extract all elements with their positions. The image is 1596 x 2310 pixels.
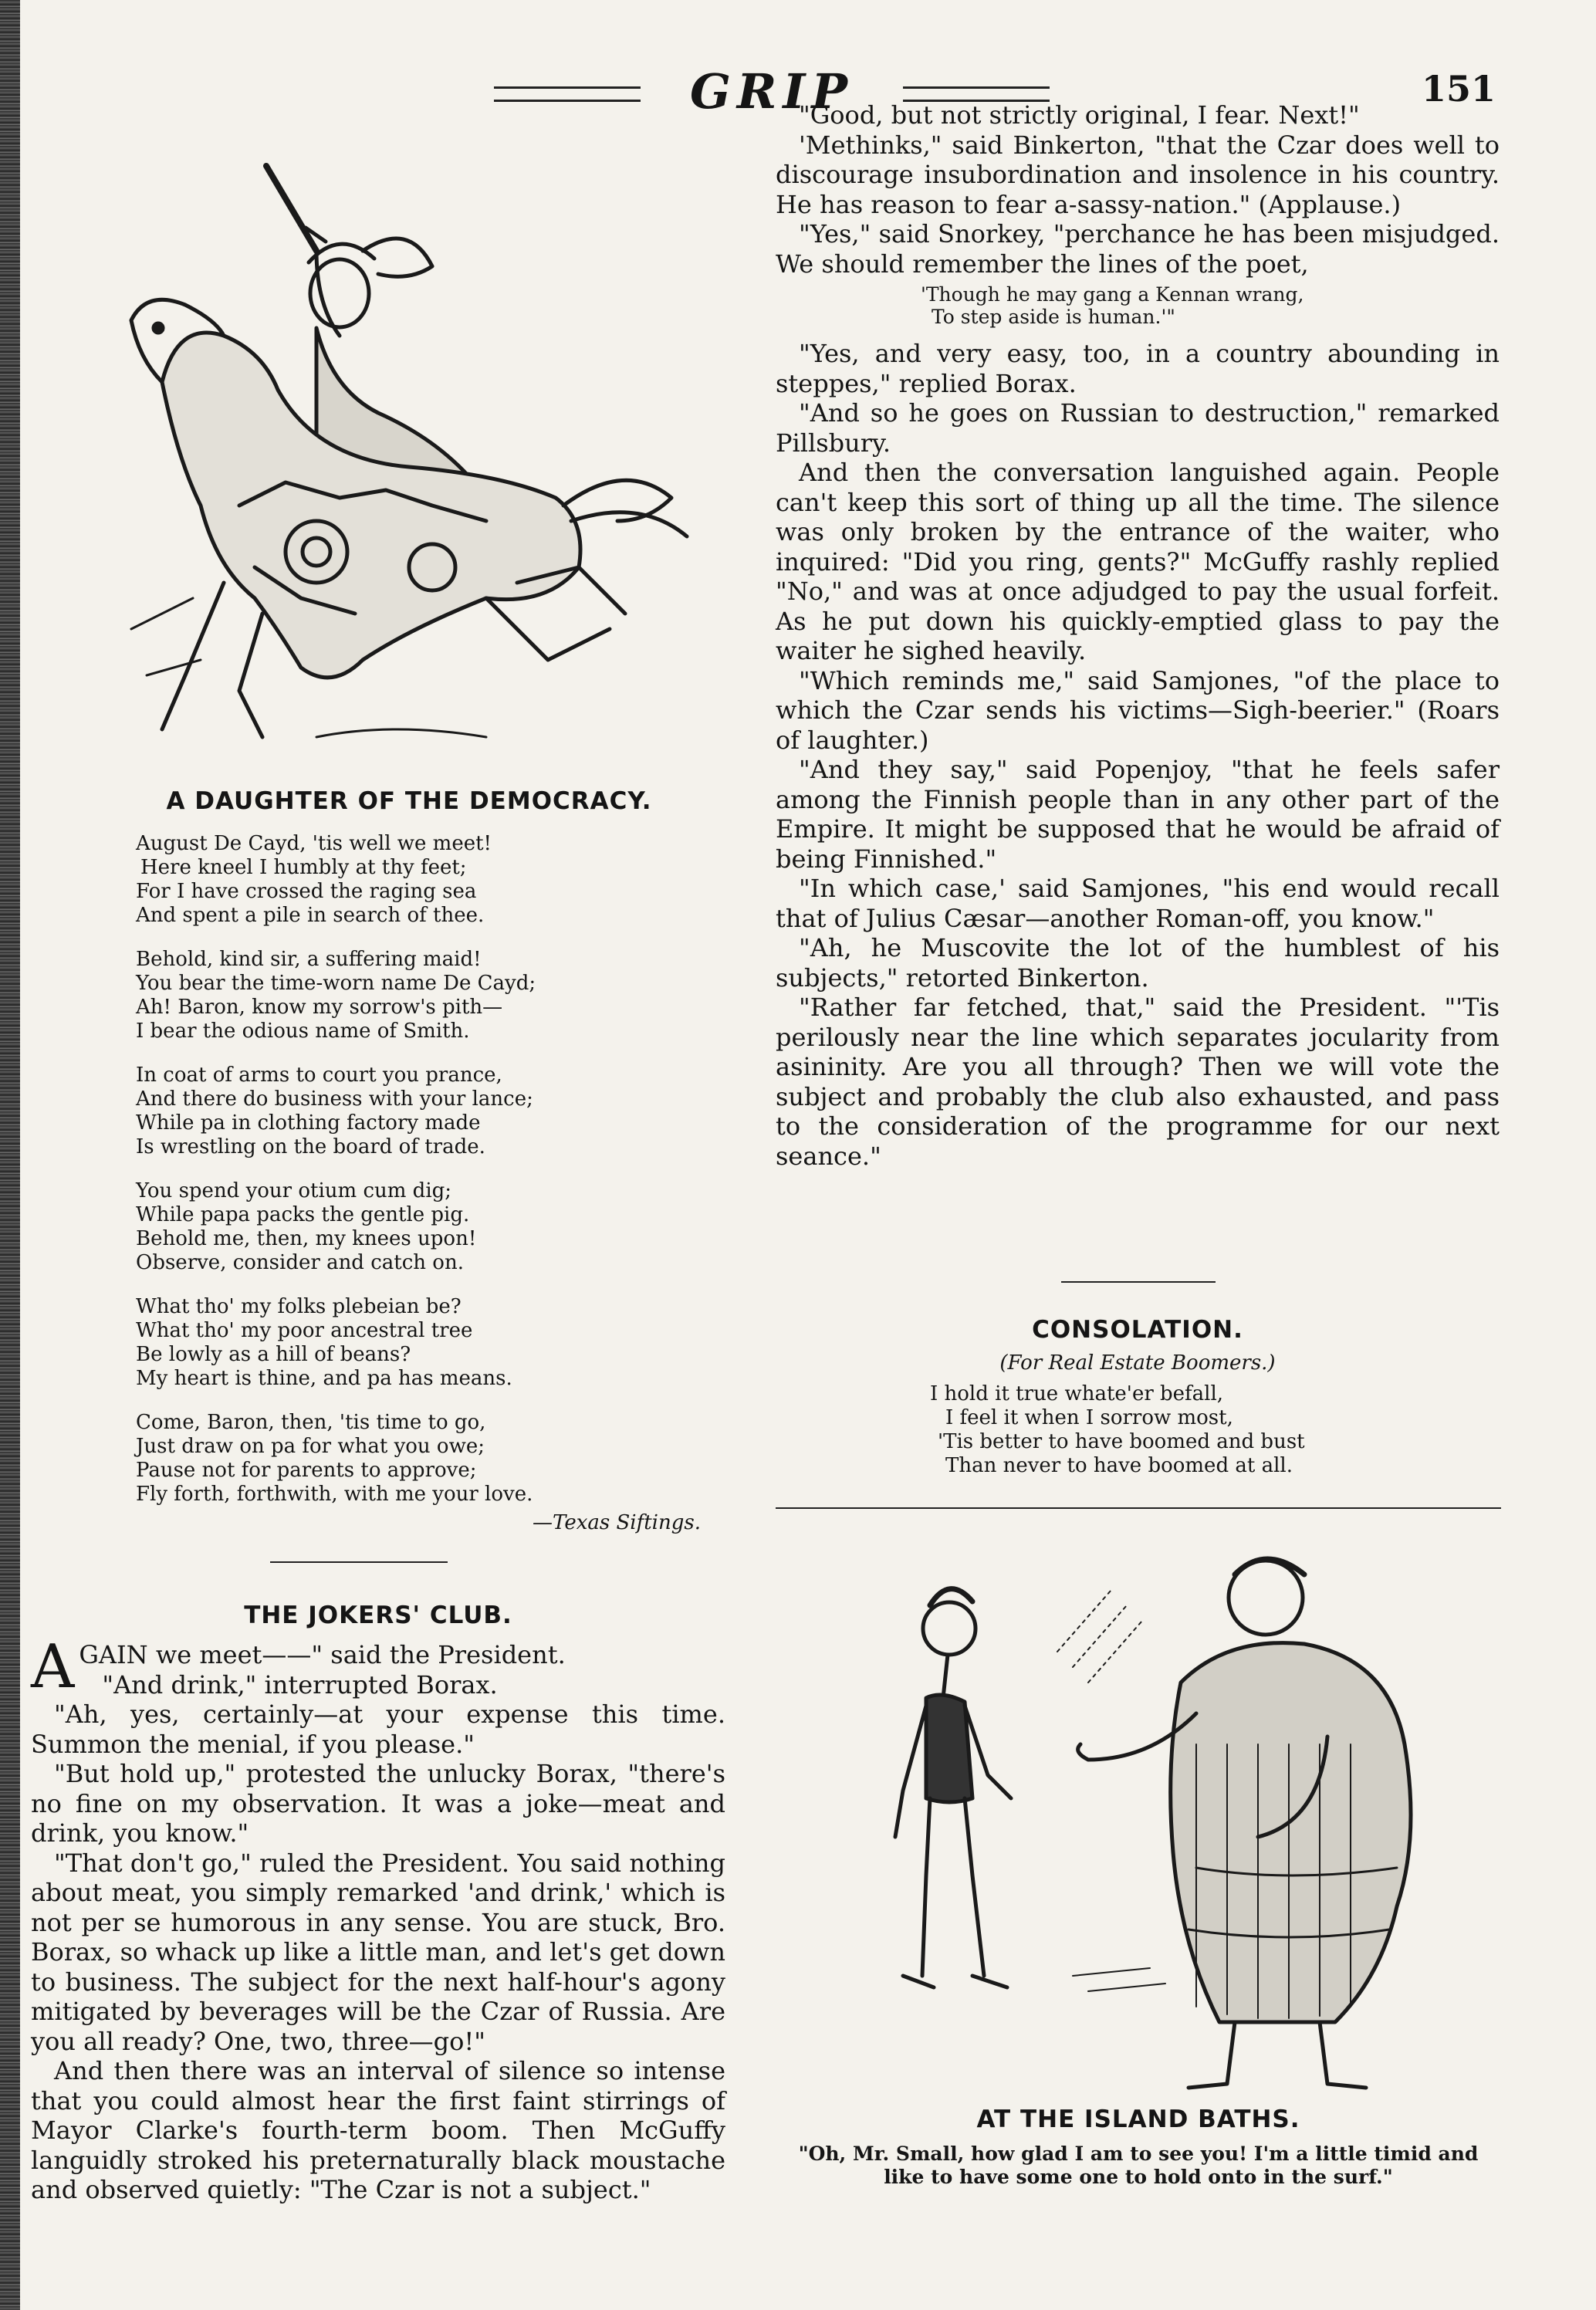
poem-line: I hold it true whate'er befall, <box>930 1382 1224 1405</box>
paragraph: "In which case,' said Samjones, "his end would recall that of Julius Cæsar—another Roman-off, you know." <box>776 874 1500 933</box>
consolation-subtitle: (For Real Estate Boomers.) <box>999 1351 1276 1375</box>
jokers-club-title-wrap <box>31 1601 725 1629</box>
consolation-poem <box>776 1382 1500 1478</box>
section-divider <box>270 1561 448 1563</box>
poem-line: I feel it when I sorrow most, <box>945 1406 1233 1429</box>
poem-line: What tho' my folks plebeian be? <box>136 1295 462 1318</box>
section-divider <box>1061 1281 1216 1283</box>
stanza <box>136 948 722 1043</box>
paragraph: "Which reminds me," said Samjones, "of the place to which the Czar sends his victims—Sigh-beerier." (Roars of laughter.) <box>776 665 1500 755</box>
poem-line: August De Cayd, 'tis well we meet! <box>136 832 492 855</box>
paragraph: "Ah, he Muscovite the lot of the humblest of his subjects," retorted Binkerton. <box>776 933 1500 993</box>
masthead-right-rule <box>903 86 1050 102</box>
poem-line: Come, Baron, then, 'tis time to go, <box>136 1411 486 1434</box>
paragraph: "Rather far fetched, that," said the President. "'Tis perilously near the line which separates jocularity from asininity. Are you all through? Then we will vote the subject and probably the club also exhausted, and pass to the consideration of the programme for our next seance." <box>776 993 1500 1171</box>
paragraph: "And drink," interrupted Borax. <box>102 1669 498 1700</box>
poem-line: Observe, consider and catch on. <box>136 1251 464 1274</box>
paragraph: "Yes, and very easy, too, in a country abounding in steppes," replied Borax. <box>776 339 1500 398</box>
paragraph: 'Methinks," said Binkerton, "that the Czar does well to discourage insubordination and insolence in his country. He has reason to fear a-sassy-nation." (Applause.) <box>776 130 1500 219</box>
paragraph: "And they say," said Popenjoy, "that he feels safer among the Finnish people than in any other part of the Empire. It might be supposed that he would be afraid of being Finnished." <box>776 755 1500 874</box>
poem-line: What tho' my poor ancestral tree <box>136 1319 473 1342</box>
poem-line: I bear the odious name of Smith. <box>136 1020 470 1043</box>
island-baths-illustration <box>857 1544 1474 2099</box>
jokers-club-right-column <box>776 100 1500 1171</box>
poem-body <box>136 832 722 1535</box>
poem-line: Than never to have boomed at all. <box>945 1454 1293 1477</box>
poem-line: Behold me, then, my knees upon! <box>136 1227 477 1250</box>
poem-line: In coat of arms to court you prance, <box>136 1064 502 1087</box>
illustration-caption: "Oh, Mr. Small, how glad I am to see you! I'm a little timid and like to have some one to hold onto in the surf." <box>798 2143 1479 2188</box>
poem-line: For I have crossed the raging sea <box>136 880 477 903</box>
page-binding-edge <box>0 0 20 2310</box>
poem-line: Pause not for parents to approve; <box>136 1459 477 1482</box>
paragraph: "But hold up," protested the unlucky Borax, "there's no fine on my observation. It was a joke—meat and drink, you know." <box>31 1759 725 1848</box>
poem-line: Be lowly as a hill of beans? <box>136 1343 411 1366</box>
paragraph: "And so he goes on Russian to destruction," remarked Pillsbury. <box>776 398 1500 458</box>
poem-line: 'Tis better to have boomed and bust <box>938 1430 1305 1453</box>
quote-line: To step aside is human.'" <box>932 306 1175 328</box>
poem-line: Behold, kind sir, a suffering maid! <box>136 948 482 971</box>
poem-line: And spent a pile in search of thee. <box>136 904 485 927</box>
section-divider <box>776 1507 1501 1509</box>
poem-line: Is wrestling on the board of trade. <box>136 1135 485 1158</box>
poem-daughter-of-democracy <box>108 787 710 815</box>
poem-line: While pa in clothing factory made <box>136 1111 481 1135</box>
masthead-title: GRIP <box>689 63 854 120</box>
quoted-verse <box>776 279 1500 339</box>
jokers-club-left-column <box>31 1632 725 2205</box>
dropcap: A <box>31 1632 75 1702</box>
page-number: 151 <box>1422 68 1496 110</box>
poem-source: —Texas Siftings. <box>533 1511 701 1534</box>
man-and-woman-at-baths-icon <box>857 1544 1474 2099</box>
poem-line: You spend your otium cum dig; <box>136 1179 452 1202</box>
poem-line: And there do business with your lance; <box>136 1087 533 1111</box>
illustration-title: AT THE ISLAND BATHS. <box>976 2105 1300 2133</box>
paragraph: And then there was an interval of silence so intense that you could almost hear the first faint stirrings of Mayor Clarke's fourth-term boom. Then McGuffy languidly stroked his preternaturally black moustache and observed quietly: "The Czar is not a subject." <box>31 2056 725 2204</box>
paragraph: "Good, but not strictly original, I fear. Next!" <box>799 100 1360 130</box>
stanza <box>136 1295 722 1391</box>
consolation-title: CONSOLATION. <box>1032 1316 1243 1344</box>
poem-title: A DAUGHTER OF THE DEMOCRACY. <box>166 787 652 815</box>
paragraph: And then the conversation languished again. People can't keep this sort of thing up all the time. The silence was only broken by the entrance of the waiter, who inquired: "Did you ring, gents?" McGuffy rashly replied "No," and was at once adjudged to pay the usual forfeit. As he put down his quickly-emptied glass to pay the waiter he sighed heavily. <box>776 458 1500 665</box>
poem-line: Here kneel I humbly at thy feet; <box>140 856 467 879</box>
poem-line: You bear the time-worn name De Cayd; <box>136 972 536 995</box>
poem-line: My heart is thine, and pa has means. <box>136 1367 512 1390</box>
poem-line: Just draw on pa for what you owe; <box>136 1435 485 1458</box>
stanza <box>136 1179 722 1275</box>
stanza <box>136 1064 722 1159</box>
consolation-section <box>776 1316 1500 1478</box>
woman-rider-on-horse-icon <box>85 135 702 753</box>
stanza <box>136 1411 722 1507</box>
paragraph: "Yes," said Snorkey, "perchance he has been misjudged. We should remember the lines of the poet, <box>776 219 1500 279</box>
stanza <box>136 832 722 928</box>
jokers-club-title: THE JOKERS' CLUB. <box>244 1601 512 1629</box>
poem-line: Ah! Baron, know my sorrow's pith— <box>136 996 503 1019</box>
poem-line: Fly forth, forthwith, with me your love. <box>136 1483 533 1506</box>
paragraph: "That don't go," ruled the President. You said nothing about meat, you simply remarked 'and drink,' which is not per se humorous in any sense. You are stuck, Bro. Borax, so whack up like a little man, and let's get down to business. The subject for the next half-hour's agony mitigated by beverages will be the Czar of Russia. Are you all ready? One, two, three—go!" <box>31 1848 725 2056</box>
woman-rider-illustration <box>85 135 702 753</box>
paragraph: GAIN we meet——" said the President. <box>79 1640 566 1669</box>
quote-line: 'Though he may gang a Kennan wrang, <box>921 283 1304 306</box>
paragraph: "Ah, yes, certainly—at your expense this time. Summon the menial, if you please." <box>31 1700 725 1759</box>
poem-line: While papa packs the gentle pig. <box>136 1203 470 1226</box>
